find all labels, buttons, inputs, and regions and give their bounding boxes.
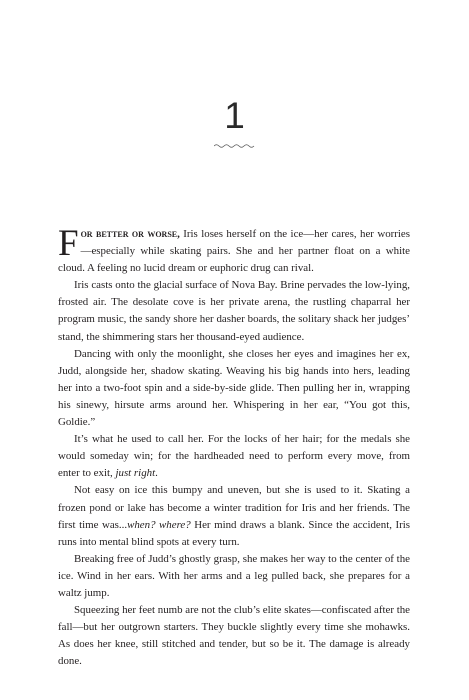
lead-in: or better or worse, xyxy=(80,228,180,240)
paragraph-2: Iris casts onto the glacial surface of Nova Bay. Brine pervades the low-lying, frosted air. The desolate cove is her private arena, the rustling chaparral her program music, the sandy shore her dasher boards, the solitary shack her judges’ stand, the shimmering stars her thousand-eyed audience. xyxy=(58,279,410,343)
paragraph-4-end: . xyxy=(155,467,158,480)
drop-cap: F xyxy=(58,223,79,264)
paragraph-5 xyxy=(58,482,410,550)
paragraph-6: Breaking free of Judd’s ghostly grasp, she makes her way to the center of the ice. Wind in her ears. With her arms and a leg pulled back, she prepares for a waltz jump. xyxy=(58,552,410,599)
paragraph-5-end: Her mind draws a blank. Since the accident, Iris runs into mental blind spots at every turn. xyxy=(58,518,410,548)
paragraph-5-text: Not easy on ice this bumpy and uneven, but she is used to it. Skating a frozen pond or lake has become a winter tradition for Iris and her friends. The first time was... xyxy=(58,484,410,531)
chapter-body xyxy=(58,223,410,670)
paragraph-7: Squeezing her feet numb are not the club’s elite skates—confiscated after the fall—but her outgrown starters. They buckle slightly every time she mohawks. As does her knee, still stitched and tender, but so be it. The damage is already done. xyxy=(58,604,410,668)
paragraph-4-emphasis: just right xyxy=(115,467,156,480)
chapter-ornament xyxy=(214,143,256,149)
chapter-number: 1 xyxy=(224,95,245,136)
paragraph-4-text: It’s what he used to call her. For the locks of her hair; for the medals she would someday win; for the hardheaded need to perform every move, from enter to exit, xyxy=(58,433,410,480)
paragraph-5-emphasis: when? where? xyxy=(127,518,191,531)
paragraph-3: Dancing with only the moonlight, she closes her eyes and imagines her ex, Judd, alongside her, shadow skating. Weaving his big hands into hers, leading her into a two-foot spin and a side-by-side glide. Then pulling her in, wrapping his sinewy, hirsute arms around her. Whispering in her ear, “You got this, Goldie.” xyxy=(58,347,410,429)
paragraph-4 xyxy=(58,431,410,482)
paragraph-1 xyxy=(58,223,410,277)
paragraph-1-text: Iris loses herself on the ice—her cares, her worries—especially while skating pairs. She and her partner float on a white cloud. A feeling no lucid dream or euphoric drug can rival. xyxy=(58,228,410,275)
